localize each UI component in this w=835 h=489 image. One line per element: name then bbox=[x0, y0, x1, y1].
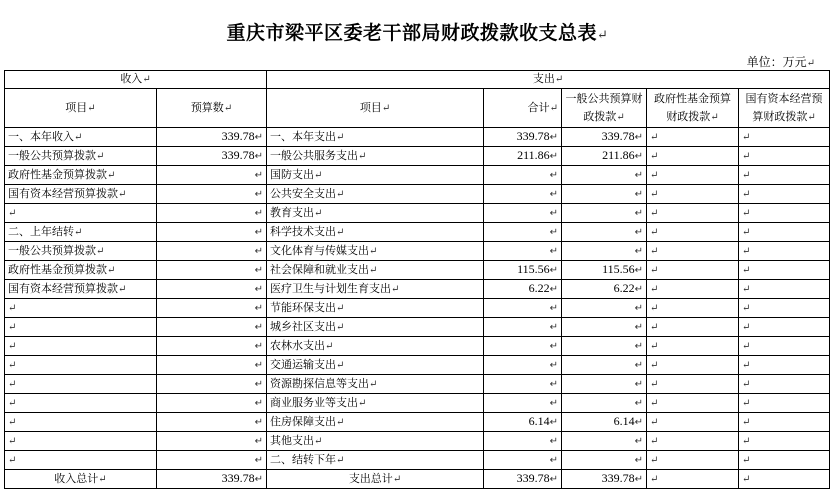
expense-total-cell: ↵ bbox=[484, 204, 562, 223]
gov-fund-cell: ↵ bbox=[647, 299, 739, 318]
income-item-cell: ↵ bbox=[5, 318, 157, 337]
state-capital-header: 国有资本经营预算财政拨款↵ bbox=[739, 89, 830, 128]
state-capital-cell: ↵ bbox=[739, 318, 830, 337]
gov-fund-cell: ↵ bbox=[647, 204, 739, 223]
expense-total-cell: 6.22↵ bbox=[484, 280, 562, 299]
expense-total-label: 支出总计↵ bbox=[267, 470, 484, 489]
gov-fund-cell: ↵ bbox=[647, 280, 739, 299]
expense-item-cell: 医疗卫生与计划生育支出↵ bbox=[267, 280, 484, 299]
gov-fund-cell: ↵ bbox=[647, 432, 739, 451]
income-budget-cell: ↵ bbox=[157, 394, 267, 413]
gov-fund-cell: ↵ bbox=[647, 128, 739, 147]
gov-fund-cell: ↵ bbox=[647, 223, 739, 242]
general-cell: ↵ bbox=[562, 242, 647, 261]
expense-total-value: 339.78↵ bbox=[484, 470, 562, 489]
table-row bbox=[5, 166, 830, 185]
gov-fund-header: 政府性基金预算财政拨款↵ bbox=[647, 89, 739, 128]
general-header: 一般公共预算财政拨款↵ bbox=[562, 89, 647, 128]
expense-item-cell: 文化体育与传媒支出↵ bbox=[267, 242, 484, 261]
expense-total-cell: ↵ bbox=[484, 394, 562, 413]
income-item-cell: ↵ bbox=[5, 337, 157, 356]
state-capital-cell: ↵ bbox=[739, 261, 830, 280]
gov-fund-cell: ↵ bbox=[647, 413, 739, 432]
gov-fund-cell: ↵ bbox=[647, 375, 739, 394]
income-budget-cell: ↵ bbox=[157, 185, 267, 204]
expense-total-cell: ↵ bbox=[484, 337, 562, 356]
gov-fund-cell: ↵ bbox=[647, 356, 739, 375]
income-budget-cell: ↵ bbox=[157, 204, 267, 223]
income-budget-cell: ↵ bbox=[157, 166, 267, 185]
income-budget-cell: ↵ bbox=[157, 375, 267, 394]
table-row bbox=[5, 242, 830, 261]
state-capital-cell: ↵ bbox=[739, 166, 830, 185]
expense-total-cell: 339.78↵ bbox=[484, 128, 562, 147]
header-row-1 bbox=[5, 71, 830, 89]
footer-row bbox=[5, 470, 830, 489]
gov-fund-cell: ↵ bbox=[647, 394, 739, 413]
income-item-cell: 国有资本经营预算拨款↵ bbox=[5, 280, 157, 299]
income-total-value: 339.78↵ bbox=[157, 470, 267, 489]
general-total-value: 339.78↵ bbox=[562, 470, 647, 489]
table-row bbox=[5, 204, 830, 223]
gov-fund-cell: ↵ bbox=[647, 242, 739, 261]
state-capital-cell: ↵ bbox=[739, 242, 830, 261]
gov-fund-cell: ↵ bbox=[647, 185, 739, 204]
gov-fund-cell: ↵ bbox=[647, 166, 739, 185]
page-title: 重庆市梁平区委老干部局财政拨款收支总表↵ bbox=[226, 22, 609, 44]
general-cell: 6.22↵ bbox=[562, 280, 647, 299]
state-capital-cell: ↵ bbox=[739, 375, 830, 394]
expense-item-cell: 农林水支出↵ bbox=[267, 337, 484, 356]
table-row bbox=[5, 128, 830, 147]
income-item-cell: 一、本年收入↵ bbox=[5, 128, 157, 147]
gov-fund-cell: ↵ bbox=[647, 451, 739, 470]
expense-item-cell: 一、本年支出↵ bbox=[267, 128, 484, 147]
gov-fund-total-value: ↵ bbox=[647, 470, 739, 489]
table-row bbox=[5, 147, 830, 166]
general-cell: ↵ bbox=[562, 166, 647, 185]
state-capital-cell: ↵ bbox=[739, 337, 830, 356]
expense-total-cell: ↵ bbox=[484, 432, 562, 451]
income-budget-cell: ↵ bbox=[157, 451, 267, 470]
income-budget-cell: ↵ bbox=[157, 432, 267, 451]
income-item-cell: 国有资本经营预算拨款↵ bbox=[5, 185, 157, 204]
general-cell: 115.56↵ bbox=[562, 261, 647, 280]
table-row bbox=[5, 318, 830, 337]
general-cell: ↵ bbox=[562, 356, 647, 375]
table-row bbox=[5, 185, 830, 204]
table-row bbox=[5, 375, 830, 394]
state-capital-cell: ↵ bbox=[739, 356, 830, 375]
expense-item-cell: 科学技术支出↵ bbox=[267, 223, 484, 242]
state-capital-cell: ↵ bbox=[739, 204, 830, 223]
expense-item-cell: 住房保障支出↵ bbox=[267, 413, 484, 432]
income-budget-cell: 339.78↵ bbox=[157, 128, 267, 147]
income-budget-cell: ↵ bbox=[157, 337, 267, 356]
income-budget-cell: ↵ bbox=[157, 356, 267, 375]
expense-header: 支出↵ bbox=[267, 71, 830, 89]
income-budget-cell: ↵ bbox=[157, 318, 267, 337]
gov-fund-cell: ↵ bbox=[647, 337, 739, 356]
income-item-cell: 政府性基金预算拨款↵ bbox=[5, 166, 157, 185]
budget-header: 预算数↵ bbox=[157, 89, 267, 128]
gov-fund-cell: ↵ bbox=[647, 147, 739, 166]
expense-item-cell: 节能环保支出↵ bbox=[267, 299, 484, 318]
table-row bbox=[5, 299, 830, 318]
expense-item-cell: 交通运输支出↵ bbox=[267, 356, 484, 375]
expense-total-cell: 211.86↵ bbox=[484, 147, 562, 166]
income-item-cell: ↵ bbox=[5, 413, 157, 432]
general-cell: 6.14↵ bbox=[562, 413, 647, 432]
general-cell: ↵ bbox=[562, 337, 647, 356]
general-cell: ↵ bbox=[562, 223, 647, 242]
expense-total-cell: ↵ bbox=[484, 185, 562, 204]
income-item-cell: ↵ bbox=[5, 375, 157, 394]
header-row-2 bbox=[5, 89, 830, 128]
table-row bbox=[5, 337, 830, 356]
state-capital-cell: ↵ bbox=[739, 413, 830, 432]
expense-item-cell: 一般公共服务支出↵ bbox=[267, 147, 484, 166]
expense-item-cell: 城乡社区支出↵ bbox=[267, 318, 484, 337]
table-row bbox=[5, 413, 830, 432]
expense-item-cell: 其他支出↵ bbox=[267, 432, 484, 451]
income-budget-cell: ↵ bbox=[157, 280, 267, 299]
income-budget-cell: ↵ bbox=[157, 223, 267, 242]
gov-fund-cell: ↵ bbox=[647, 261, 739, 280]
general-cell: ↵ bbox=[562, 375, 647, 394]
state-capital-cell: ↵ bbox=[739, 223, 830, 242]
income-budget-cell: ↵ bbox=[157, 261, 267, 280]
income-item-cell: ↵ bbox=[5, 356, 157, 375]
state-capital-cell: ↵ bbox=[739, 299, 830, 318]
income-item-cell: 政府性基金预算拨款↵ bbox=[5, 261, 157, 280]
total-header: 合计↵ bbox=[484, 89, 562, 128]
table-row bbox=[5, 261, 830, 280]
income-item-cell: ↵ bbox=[5, 432, 157, 451]
expense-total-cell: ↵ bbox=[484, 356, 562, 375]
table-row bbox=[5, 223, 830, 242]
income-total-label: 收入总计↵ bbox=[5, 470, 157, 489]
state-capital-cell: ↵ bbox=[739, 394, 830, 413]
income-header: 收入↵ bbox=[5, 71, 267, 89]
expense-total-cell: ↵ bbox=[484, 451, 562, 470]
income-budget-cell: 339.78↵ bbox=[157, 147, 267, 166]
state-capital-cell: ↵ bbox=[739, 128, 830, 147]
income-item-cell: ↵ bbox=[5, 299, 157, 318]
table-row bbox=[5, 394, 830, 413]
general-cell: ↵ bbox=[562, 394, 647, 413]
general-cell: ↵ bbox=[562, 204, 647, 223]
general-cell: ↵ bbox=[562, 451, 647, 470]
state-capital-cell: ↵ bbox=[739, 432, 830, 451]
expense-total-cell: ↵ bbox=[484, 375, 562, 394]
table-row bbox=[5, 432, 830, 451]
state-capital-cell: ↵ bbox=[739, 147, 830, 166]
unit-label: 单位：万元↵ bbox=[746, 55, 815, 69]
expense-total-cell: ↵ bbox=[484, 166, 562, 185]
general-cell: 339.78↵ bbox=[562, 128, 647, 147]
expense-item-cell: 国防支出↵ bbox=[267, 166, 484, 185]
income-item-cell: ↵ bbox=[5, 451, 157, 470]
general-cell: ↵ bbox=[562, 185, 647, 204]
expense-total-cell: ↵ bbox=[484, 299, 562, 318]
state-capital-cell: ↵ bbox=[739, 280, 830, 299]
general-cell: ↵ bbox=[562, 432, 647, 451]
state-capital-cell: ↵ bbox=[739, 185, 830, 204]
table-row bbox=[5, 280, 830, 299]
income-item-header: 项目↵ bbox=[5, 89, 157, 128]
general-cell: ↵ bbox=[562, 318, 647, 337]
income-budget-cell: ↵ bbox=[157, 242, 267, 261]
income-item-cell: ↵ bbox=[5, 204, 157, 223]
general-cell: ↵ bbox=[562, 299, 647, 318]
income-budget-cell: ↵ bbox=[157, 299, 267, 318]
expense-total-cell: ↵ bbox=[484, 318, 562, 337]
income-item-cell: 二、上年结转↵ bbox=[5, 223, 157, 242]
expense-total-cell: ↵ bbox=[484, 242, 562, 261]
expense-total-cell: 115.56↵ bbox=[484, 261, 562, 280]
income-item-cell: ↵ bbox=[5, 394, 157, 413]
state-capital-total-value: ↵ bbox=[739, 470, 830, 489]
expense-item-cell: 商业服务业等支出↵ bbox=[267, 394, 484, 413]
table-row bbox=[5, 356, 830, 375]
expense-item-cell: 资源勘探信息等支出↵ bbox=[267, 375, 484, 394]
income-budget-cell: ↵ bbox=[157, 413, 267, 432]
expense-item-cell: 二、结转下年↵ bbox=[267, 451, 484, 470]
gov-fund-cell: ↵ bbox=[647, 318, 739, 337]
expense-total-cell: 6.14↵ bbox=[484, 413, 562, 432]
general-cell: 211.86↵ bbox=[562, 147, 647, 166]
expense-item-cell: 公共安全支出↵ bbox=[267, 185, 484, 204]
income-item-cell: 一般公共预算拨款↵ bbox=[5, 242, 157, 261]
expense-item-cell: 社会保障和就业支出↵ bbox=[267, 261, 484, 280]
income-item-cell: 一般公共预算拨款↵ bbox=[5, 147, 157, 166]
budget-table bbox=[4, 70, 830, 489]
expense-item-cell: 教育支出↵ bbox=[267, 204, 484, 223]
expense-item-header: 项目↵ bbox=[267, 89, 484, 128]
table-row bbox=[5, 451, 830, 470]
state-capital-cell: ↵ bbox=[739, 451, 830, 470]
expense-total-cell: ↵ bbox=[484, 223, 562, 242]
